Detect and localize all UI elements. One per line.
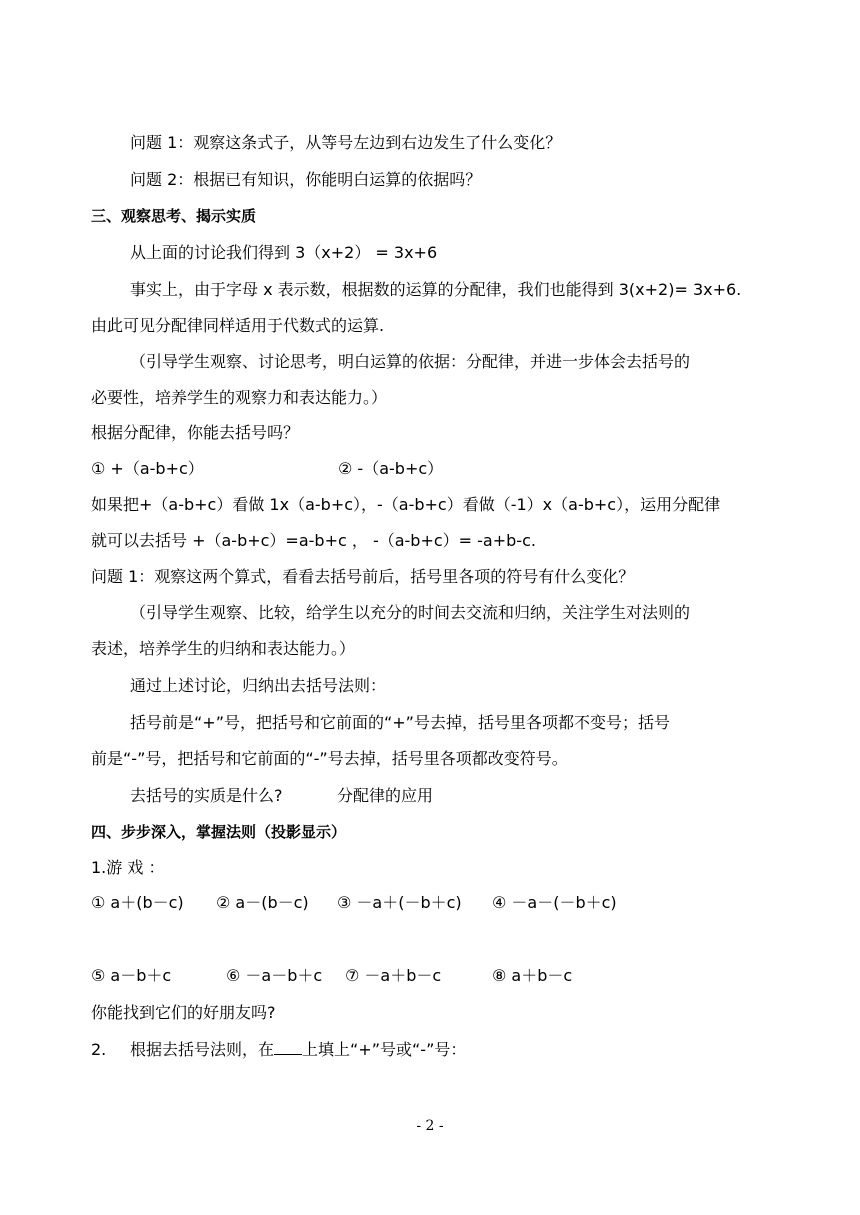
game-expression-6: ⑥ －a－b＋c [226,966,323,985]
paragraph-line: （引导学生观察、讨论思考，明白运算的依据：分配律，并进一步体会去括号的 [130,352,691,371]
rule-text: 前是“-”号，把括号和它前面的“-”号去掉，括号里各项都改变符号。 [91,749,568,768]
section-4-heading: 四、步步深入，掌握法则（投影显示） [91,823,347,841]
game-expression-1: ① a＋(b－c) [91,893,184,912]
game-expression-7: ⑦ －a＋b－c [345,966,442,985]
expression-2: ② -（a-b+c） [338,459,444,478]
paragraph-line: 由此可见分配律同样适用于代数式的运算. [91,316,385,335]
question-1-text: 问题 1：观察这两个算式，看看去括号前后，括号里各项的符号有什么变化？ [91,567,635,586]
paragraph-line: 必要性，培养学生的观察力和表达能力。） [91,388,388,407]
game-label: 1.游 戏 ： [91,858,165,877]
paragraph-line: 你能找到它们的好朋友吗? [91,1003,276,1022]
paragraph-line: 从上面的讨论我们得到 3（x+2） = 3x+6 [130,243,438,262]
exercise-2-number: 2. [91,1040,107,1059]
paragraph-line: 就可以去括号 +（a-b+c）=a-b+c ， -（a-b+c）= -a+b-c. [91,531,536,550]
paragraph-line: （引导学生观察、比较，给学生以充分的时间去交流和归纳，关注学生对法则的 [130,603,691,622]
paragraph-line: 根据分配律，你能去括号吗？ [91,423,300,442]
game-expression-5: ⑤ a－b＋c [91,966,172,985]
paragraph-line: 表述，培养学生的归纳和表达能力。） [91,639,356,658]
paragraph-line: 事实上，由于字母 x 表示数，根据数的运算的分配律，我们也能得到 3(x+2)= 3x+6. [130,280,742,299]
fill-in-blank [274,1040,302,1055]
exercise-2-text-before: 根据去括号法则，在 [130,1040,275,1059]
exercise-2-text-after: 上填上“+”号或“-”号： [302,1040,467,1059]
rule-text: 括号前是“+”号，把括号和它前面的“+”号去掉，括号里各项都不变号；括号 [130,713,670,732]
question-1-text: 问题 1：观察这条式子，从等号左边到右边发生了什么变化？ [130,133,562,152]
exercise-2-text [130,1040,466,1060]
paragraph-line: 如果把+（a-b+c）看做 1x（a-b+c），-（a-b+c）看做（-1）x（a-b+c），运用分配律 [91,495,721,514]
question-2-text: 问题 2：根据已有知识，你能明白运算的依据吗？ [130,170,482,189]
page-number: - 2 - [416,1118,444,1134]
game-expression-4: ④ －a－(－b＋c) [492,893,617,912]
expression-1: ① +（a-b+c） [91,459,204,478]
answer-text: 分配律的应用 [337,786,434,805]
section-3-heading: 三、观察思考、揭示实质 [91,207,257,225]
question-text: 去括号的实质是什么? [130,786,283,805]
paragraph-line: 通过上述讨论，归纳出去括号法则： [130,676,387,695]
game-expression-8: ⑧ a＋b－c [492,966,573,985]
game-expression-2: ② a－(b－c) [216,893,309,912]
game-expression-3: ③ －a＋(－b＋c) [337,893,462,912]
